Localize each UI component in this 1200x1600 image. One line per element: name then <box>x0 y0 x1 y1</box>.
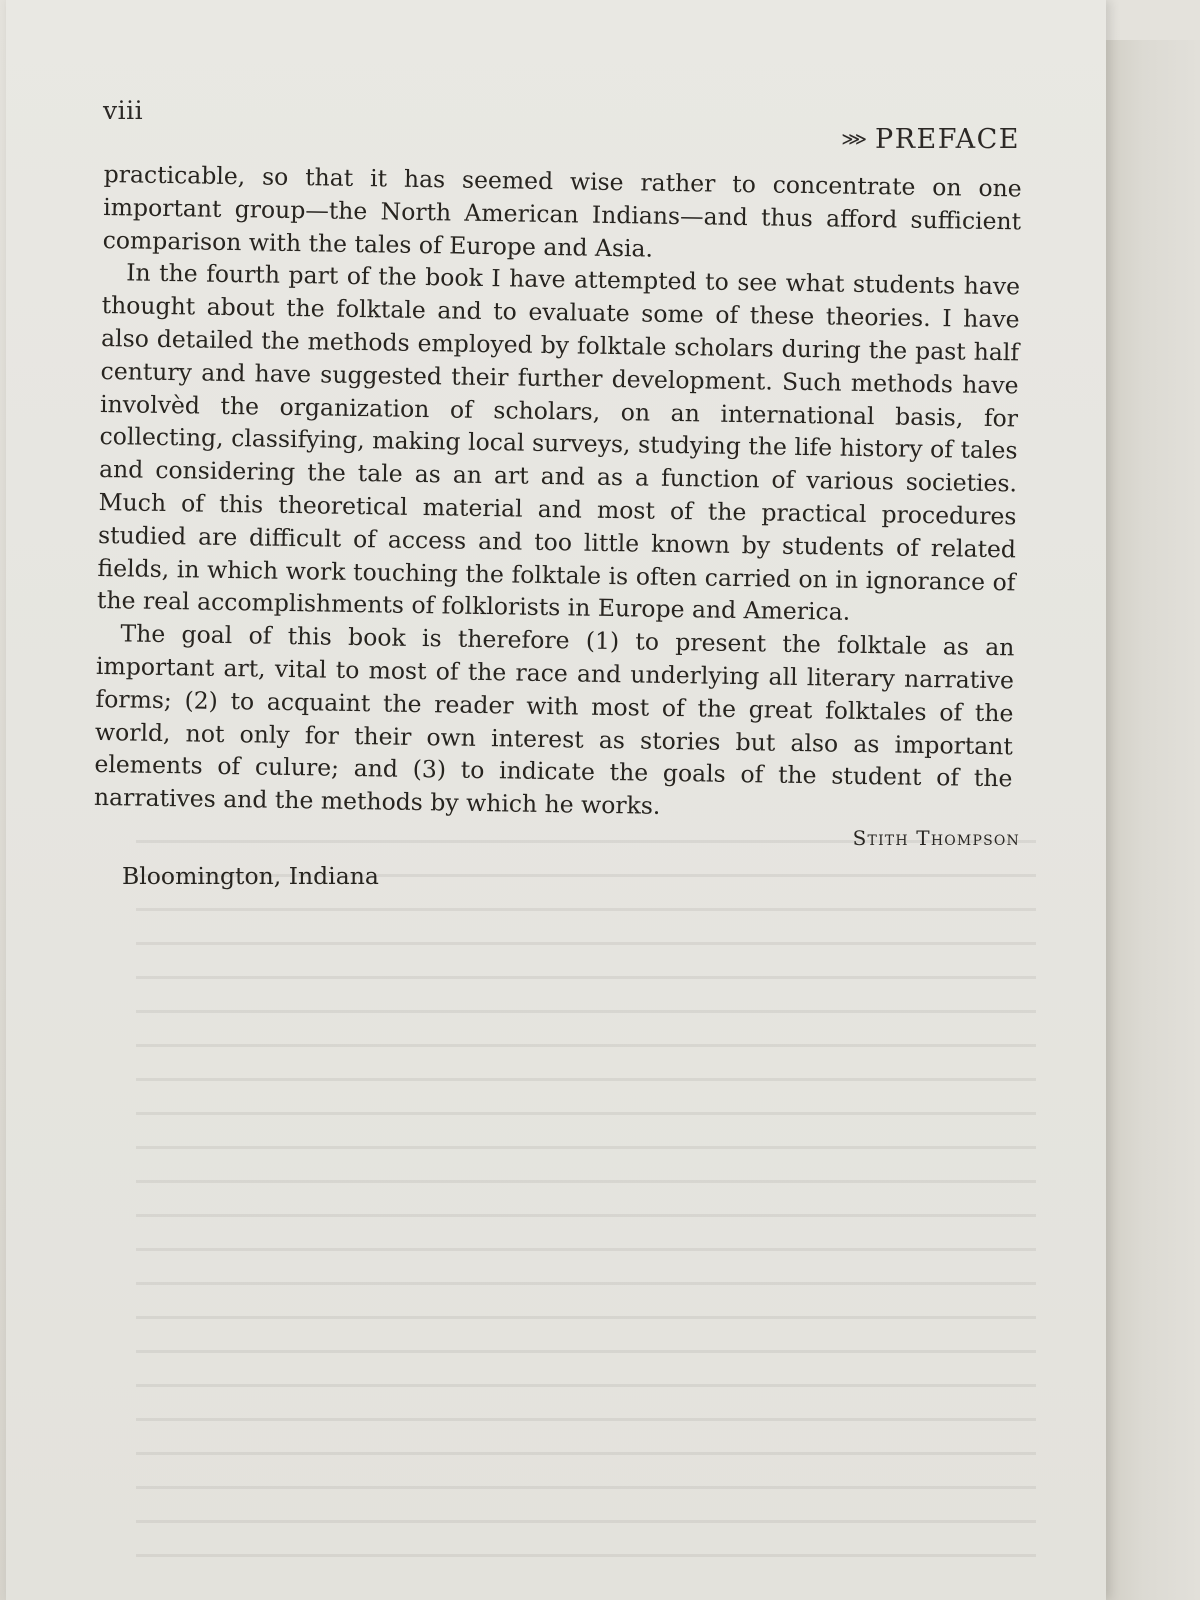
ornament-arrows-icon: ⋙ <box>841 129 866 150</box>
show-through-text <box>136 820 1036 1580</box>
paragraph-fourth-part: In the fourth part of the book I have attempted to see what students have thought about the folktale and to evaluate some of these theories. I have also detailed the methods employed by folktale scholars during the past half century and have suggested their further development. Such methods have involvèd the organization of scholars, on an international basis, for collecting, classifying, making local surveys, studying the life history of tales and considering the tale as an art and as a function of various societies. Much of this theoretical material and most of the practical procedures studied are difficult of access and too little known by students of related fields, in which work touching the folktale is often carried on in ignorance of the real accomplishments of folklorists in Europe and America. <box>96 258 1021 627</box>
paragraph-goal: The goal of this book is therefore (1) to present the folktale as an important art, vital to most of the race and underlying all literary narrative forms; (2) to acquaint the reader with most of the great folktales of the world, not only for their own interest as stories but also as important elements of culure; and (3) to indicate the goals of the student of the narratives and the methods by which he works. <box>93 619 1015 820</box>
paragraph-continuation: practicable, so that it has seemed wise rather to concentrate on one important group—the North American Indians—and thus afford sufficient comparison with the tales of Europe and Asia. <box>102 159 1022 263</box>
body-text <box>94 158 1022 828</box>
adjacent-page-edge <box>1106 40 1200 1600</box>
page-number: viii <box>103 96 144 125</box>
running-head-title: PREFACE <box>875 124 1020 155</box>
running-head <box>841 124 1020 155</box>
place-line: Bloomington, Indiana <box>122 862 379 890</box>
author-signature: Stith Thompson <box>852 826 1020 850</box>
